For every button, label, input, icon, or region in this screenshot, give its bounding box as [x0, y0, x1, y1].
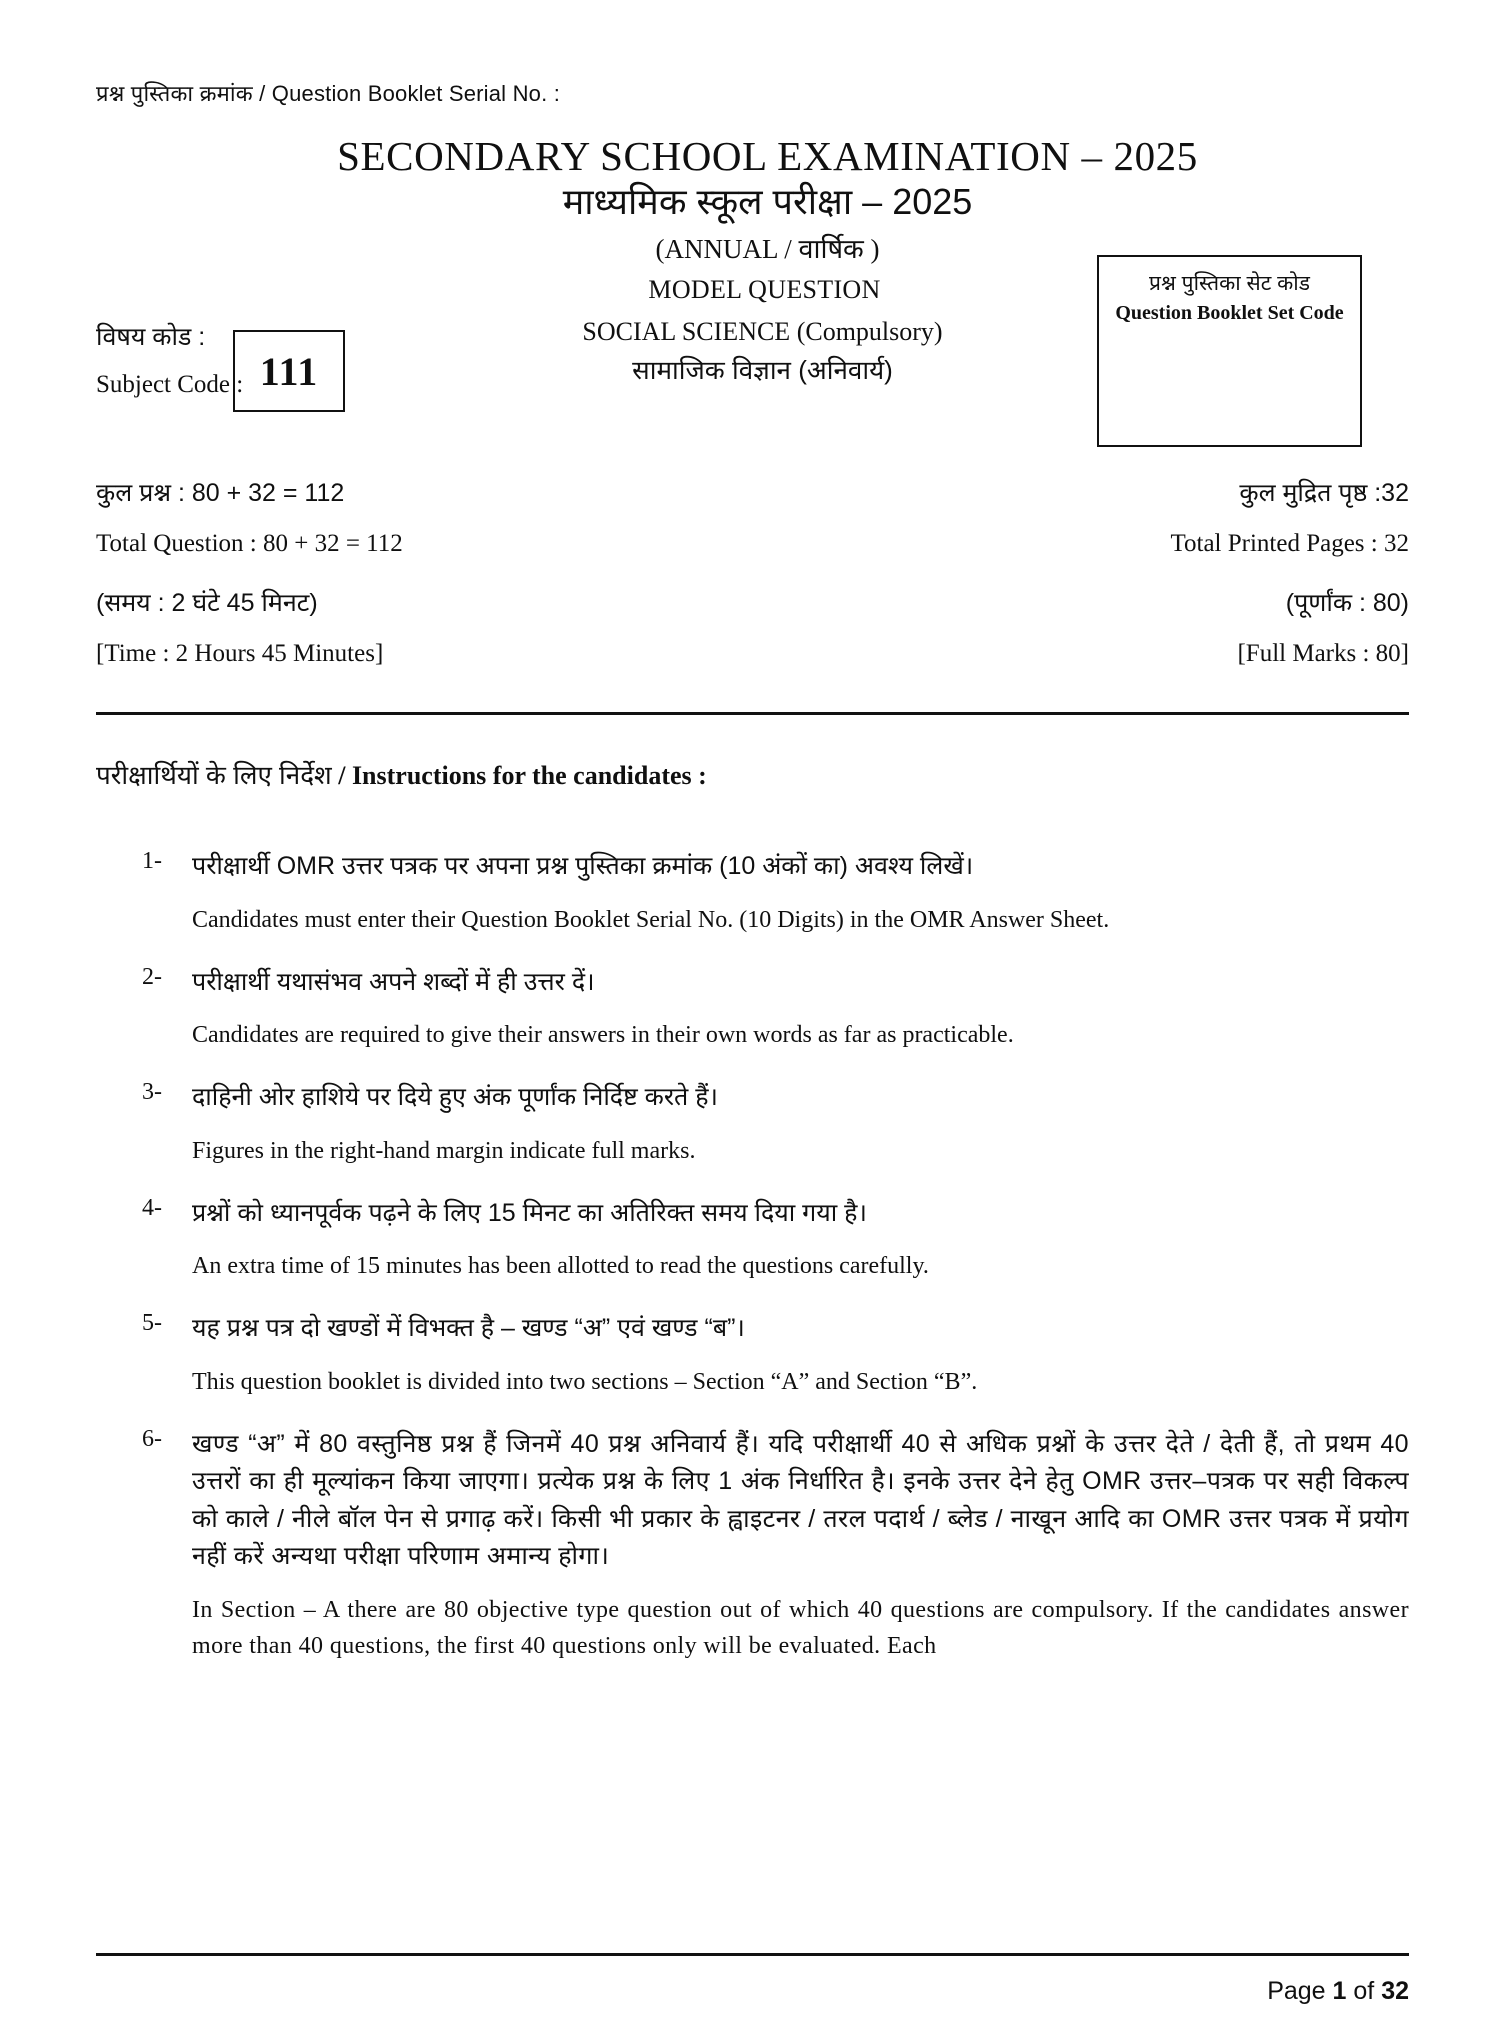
exam-time-hindi: (समय : 2 घंटे 45 मिनट) — [96, 589, 318, 617]
instructions-heading-hindi: परीक्षार्थियों के लिए निर्देश — [96, 760, 332, 790]
page-number-current: 1 — [1332, 1977, 1347, 2005]
instruction-text-hindi: परीक्षार्थी OMR उत्तर पत्रक पर अपना प्रश्न पुस्तिका क्रमांक (10 अंकों का) अवश्य लिखें। — [192, 852, 974, 880]
set-code-label-hindi: प्रश्न पुस्तिका सेट कोड — [1149, 272, 1310, 295]
stats-row-english-2 — [96, 640, 1409, 695]
total-questions-english: Total Question : 80 + 32 = 112 — [96, 530, 403, 557]
page-title-english: SECONDARY SCHOOL EXAMINATION – 2025 — [337, 133, 1198, 179]
subject-name-hindi: सामाजिक विज्ञान (अनिवार्य) — [632, 354, 893, 385]
instruction-item — [142, 964, 1409, 1054]
subject-code-label-hindi: विषय कोड : — [96, 323, 206, 351]
page-number-mid: of — [1346, 1977, 1382, 2005]
instruction-number: 5- — [142, 1310, 162, 1336]
instruction-text-english: An extra time of 15 minutes has been allotted to read the questions carefully. — [192, 1253, 929, 1279]
instruction-text-english: Figures in the right-hand margin indicate full marks. — [192, 1137, 696, 1164]
header-divider — [96, 712, 1409, 715]
page-number-total: 32 — [1381, 1977, 1409, 2005]
instruction-text-english: Candidates must enter their Question Booklet Serial No. (10 Digits) in the OMR Answer Sheet. — [192, 906, 1110, 933]
instruction-text-hindi: यह प्रश्न पत्र दो खण्डों में विभक्त है – खण्ड “अ” एवं खण्ड “ब”। — [192, 1314, 745, 1342]
instruction-text-hindi: खण्ड “अ” में 80 वस्तुनिष्ठ प्रश्न हैं जिनमें 40 प्रश्न अनिवार्य हैं। यदि परीक्षार्थी 40 से अधिक प्रश्नों के उत्तर देते / देती हैं, तो प्रथम 40 उत्तरों का ही मूल्यांकन किया जाएगा। प्रत्येक प्रश्न के लिए 1 अंक निर्धारित है। इनके उत्तर देने हेतु OMR उत्तर–पत्रक पर सही विकल्प को काले / नीले बॉल पेन से प्रगाढ़ करें। किसी भी प्रकार के ह्वाइटनर / तरल पदार्थ / ब्लेड / नाखून आदि का OMR उत्तर पत्रक में प्रयोग नहीं करें अन्यथा परीक्षा परिणाम अमान्य होगा। — [192, 1429, 1409, 1570]
instruction-item — [142, 1310, 1409, 1400]
instruction-item — [142, 1426, 1409, 1664]
footer-divider — [96, 1953, 1409, 1956]
exam-stats-block — [96, 475, 1409, 685]
instructions-list — [142, 848, 1409, 1690]
instruction-item — [142, 1195, 1409, 1285]
total-printed-pages-english: Total Printed Pages : 32 — [1170, 530, 1409, 557]
stats-row-hindi-2 — [96, 585, 1409, 640]
instruction-text-english: In Section – A there are 80 objective type question out of which 40 questions are compulsory. If the candidates answer more than 40 questions, the first 40 questions only will be evaluated. Each — [192, 1596, 1409, 1659]
instruction-text-english: Candidates are required to give their answers in their own words as far as practicable. — [192, 1022, 1014, 1048]
instruction-number: 4- — [142, 1194, 162, 1221]
model-question-label: MODEL QUESTION — [648, 274, 881, 304]
exam-type-label: (ANNUAL / वार्षिक ) — [655, 233, 880, 264]
instruction-number: 3- — [142, 1079, 162, 1105]
question-booklet-set-code-box[interactable] — [1097, 255, 1362, 447]
stats-row-english-1 — [96, 530, 1409, 585]
instruction-number: 6- — [142, 1425, 162, 1452]
full-marks-hindi: (पूर्णांक : 80) — [1285, 589, 1409, 617]
subject-name-english: SOCIAL SCIENCE (Compulsory) — [582, 316, 943, 346]
instruction-text-hindi: दाहिनी ओर हाशिये पर दिये हुए अंक पूर्णांक निर्दिष्ट करते हैं। — [192, 1083, 718, 1111]
instruction-item — [142, 848, 1409, 938]
instruction-text-hindi: प्रश्नों को ध्यानपूर्वक पढ़ने के लिए 15 मिनट का अतिरिक्त समय दिया गया है। — [192, 1198, 867, 1227]
set-code-label-english: Question Booklet Set Code — [1115, 302, 1344, 325]
total-printed-pages-hindi: कुल मुद्रित पृष्ठ :32 — [1239, 479, 1409, 507]
instructions-heading — [96, 756, 707, 792]
instructions-heading-separator: / — [338, 761, 346, 790]
full-marks-english: [Full Marks : 80] — [1237, 640, 1409, 667]
subject-code-label-english: Subject Code : — [96, 371, 244, 398]
instruction-number: 1- — [142, 848, 162, 874]
instruction-text-english: This question booklet is divided into two sections – Section “A” and Section “B”. — [192, 1368, 978, 1395]
question-booklet-serial-label: प्रश्न पुस्तिका क्रमांक / Question Booklet Serial No. : — [96, 81, 561, 106]
total-questions-hindi: कुल प्रश्न : 80 + 32 = 112 — [96, 479, 345, 507]
instruction-item — [142, 1079, 1409, 1169]
stats-row-hindi-1 — [96, 475, 1409, 530]
instructions-heading-english: Instructions for the candidates : — [351, 761, 707, 790]
instruction-text-hindi: परीक्षार्थी यथासंभव अपने शब्दों में ही उत्तर दें। — [192, 967, 595, 996]
instruction-number: 2- — [142, 963, 162, 990]
exam-time-english: [Time : 2 Hours 45 Minutes] — [96, 640, 384, 667]
page-number-footer — [1267, 1977, 1409, 2006]
subject-code-value-box: 111 — [233, 330, 345, 412]
page-title-hindi: माध्यमिक स्कूल परीक्षा – 2025 — [562, 181, 973, 223]
page-number-prefix: Page — [1267, 1977, 1333, 2005]
